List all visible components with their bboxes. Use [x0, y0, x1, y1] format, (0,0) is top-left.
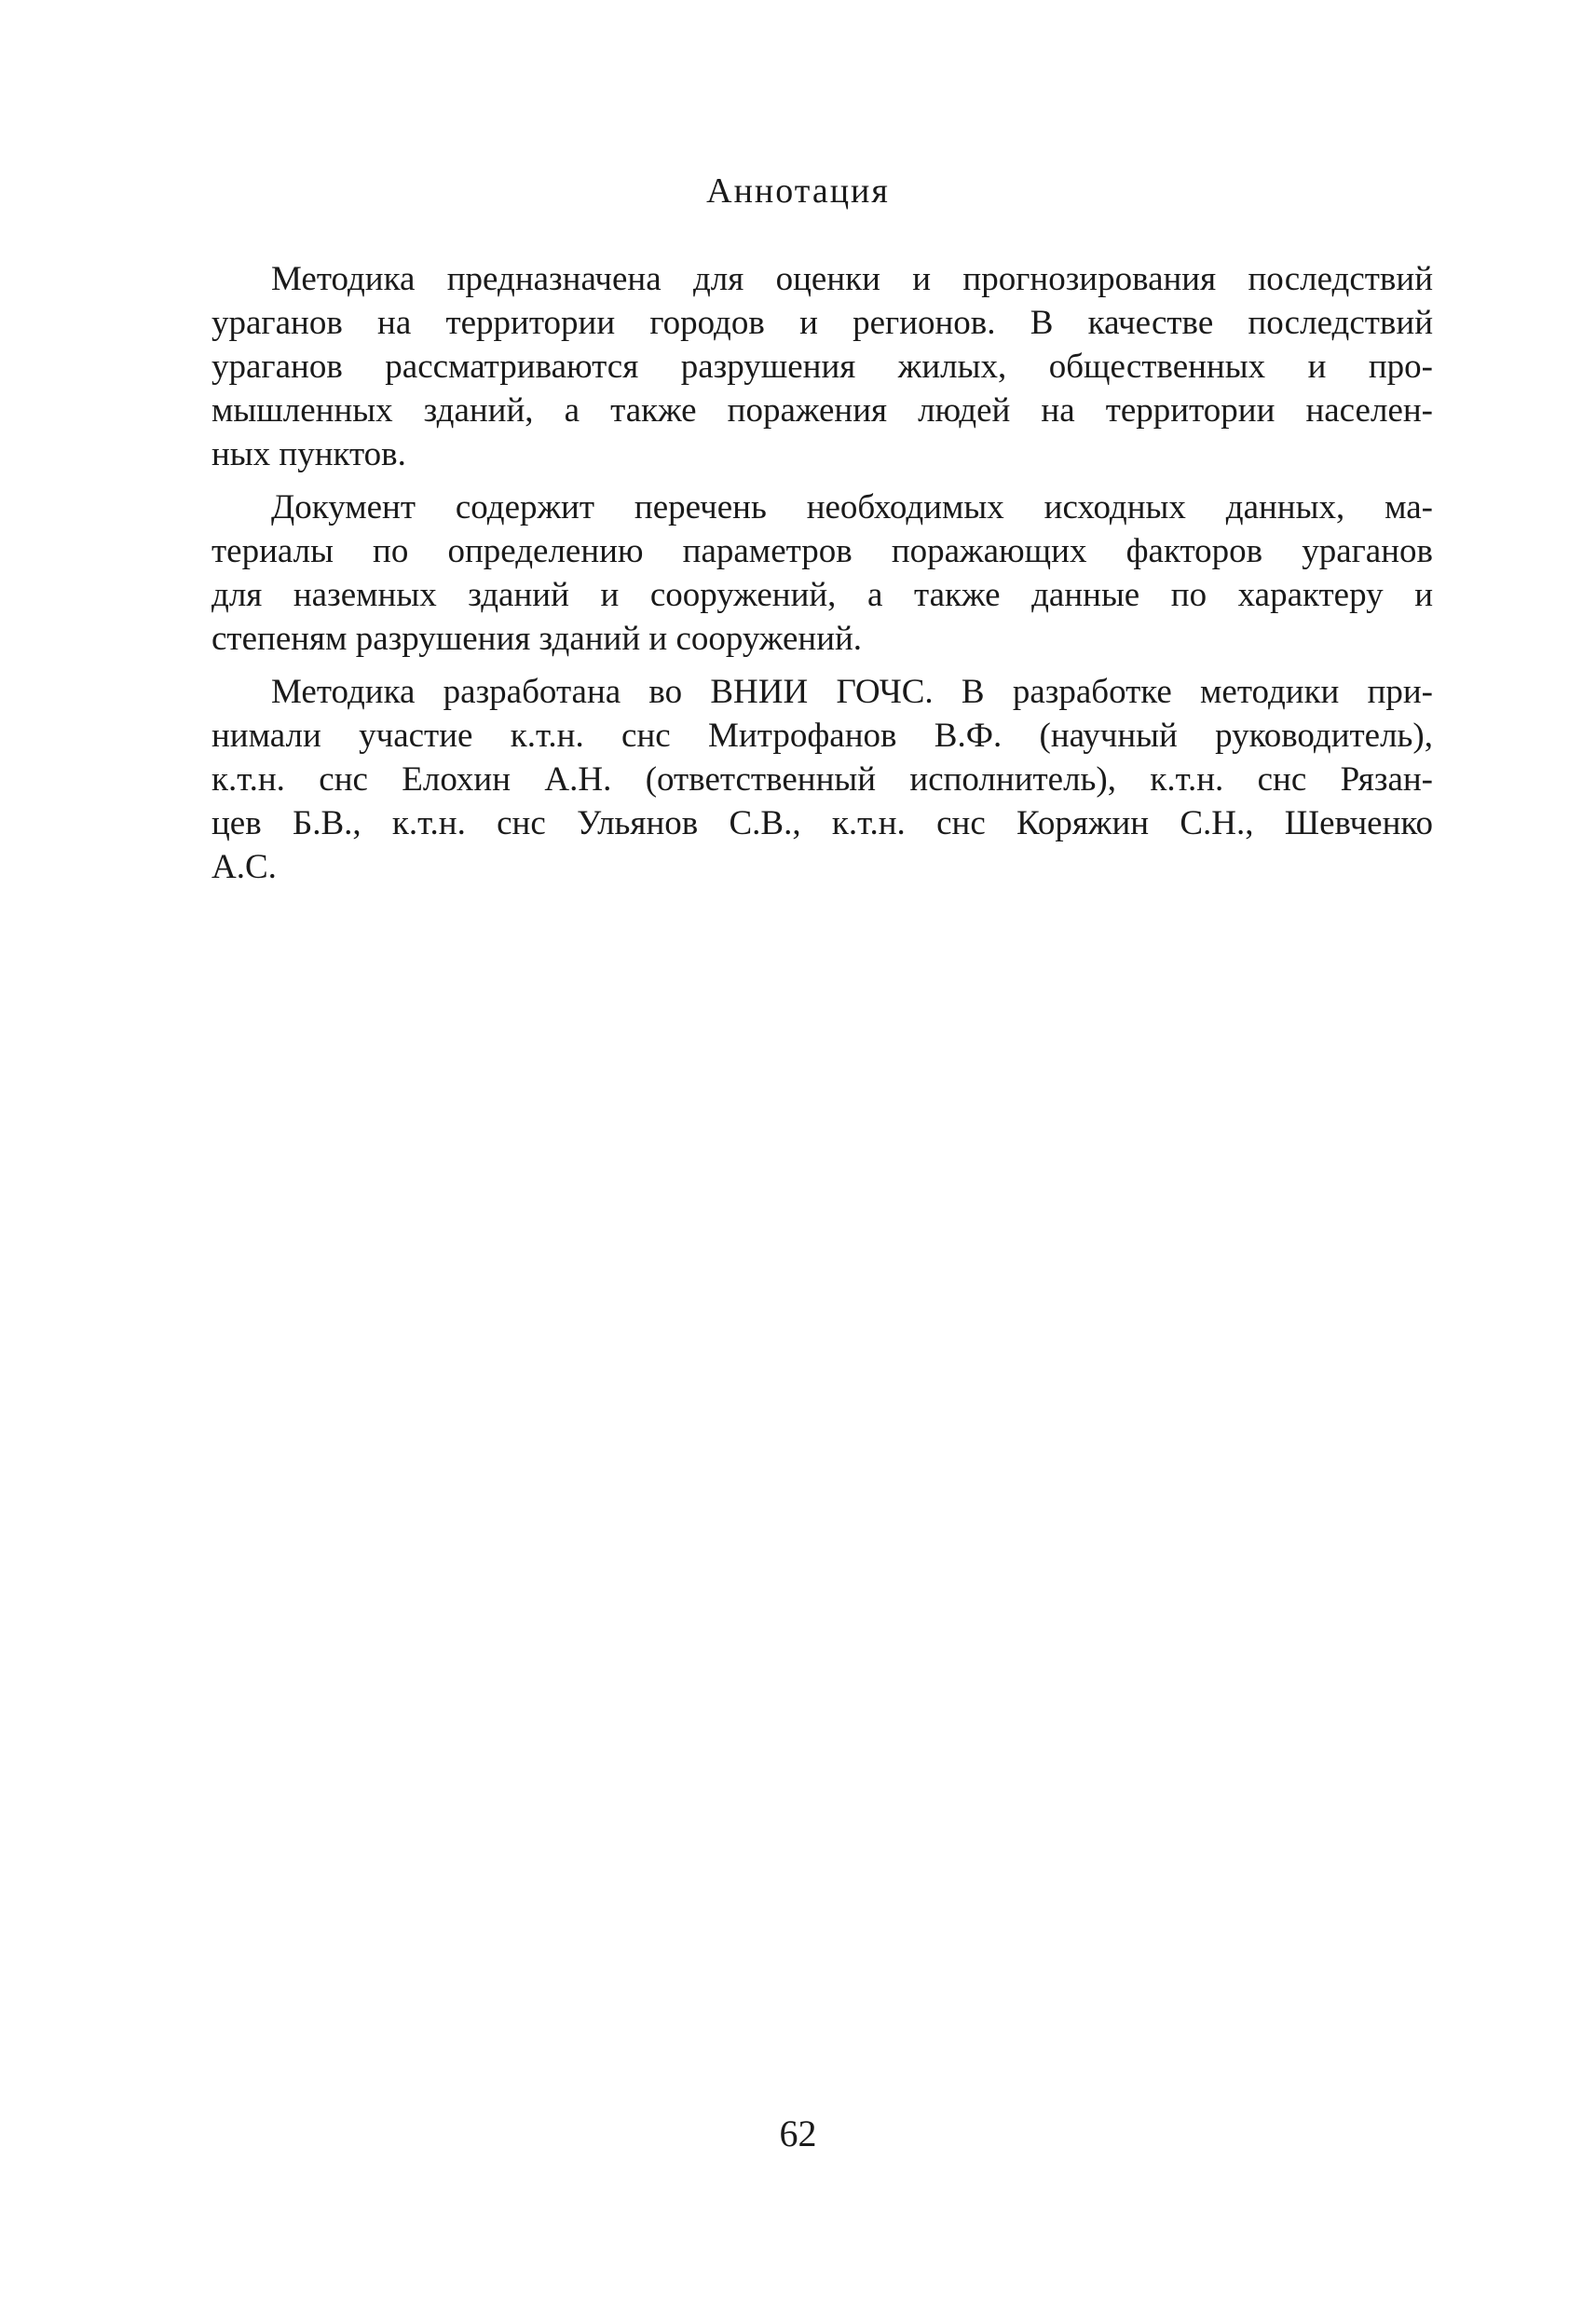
- text-line: мышленных зданий, а также поражения людей на территории населен-: [211, 391, 1433, 430]
- text-line: ураганов на территории городов и регионов. В качестве последствий: [211, 304, 1433, 342]
- text-line: ных пунктов.: [211, 435, 406, 473]
- page-title: Аннотация: [706, 171, 890, 211]
- text-line: Документ содержит перечень необходимых исходных данных, ма-: [271, 488, 1433, 526]
- text-line: нимали участие к.т.н. снс Митрофанов В.Ф. (научный руководитель),: [211, 717, 1433, 755]
- annotation-body: [152, 257, 1433, 898]
- paragraph-purpose: [152, 257, 1433, 476]
- paragraph-authors: [152, 670, 1433, 889]
- text-line: цев Б.В., к.т.н. снс Ульянов С.В., к.т.н. снс Коряжин С.Н., Шевченко: [211, 804, 1433, 842]
- text-line: Методика предназначена для оценки и прогнозирования последствий: [271, 260, 1433, 298]
- text-line: для наземных зданий и сооружений, а также данные по характеру и: [211, 576, 1433, 614]
- page-number: 62: [779, 2113, 817, 2154]
- text-line: степеням разрушения зданий и сооружений.: [211, 620, 863, 658]
- text-line: А.С.: [211, 848, 277, 886]
- text-line: Методика разработана во ВНИИ ГОЧС. В разработке методики при-: [271, 673, 1433, 711]
- paragraph-contents: [152, 485, 1433, 661]
- text-line: териалы по определению параметров поражающих факторов ураганов: [211, 532, 1433, 570]
- text-line: к.т.н. снс Елохин А.Н. (ответственный исполнитель), к.т.н. снс Рязан-: [211, 760, 1433, 799]
- text-line: ураганов рассматриваются разрушения жилых, общественных и про-: [211, 348, 1433, 386]
